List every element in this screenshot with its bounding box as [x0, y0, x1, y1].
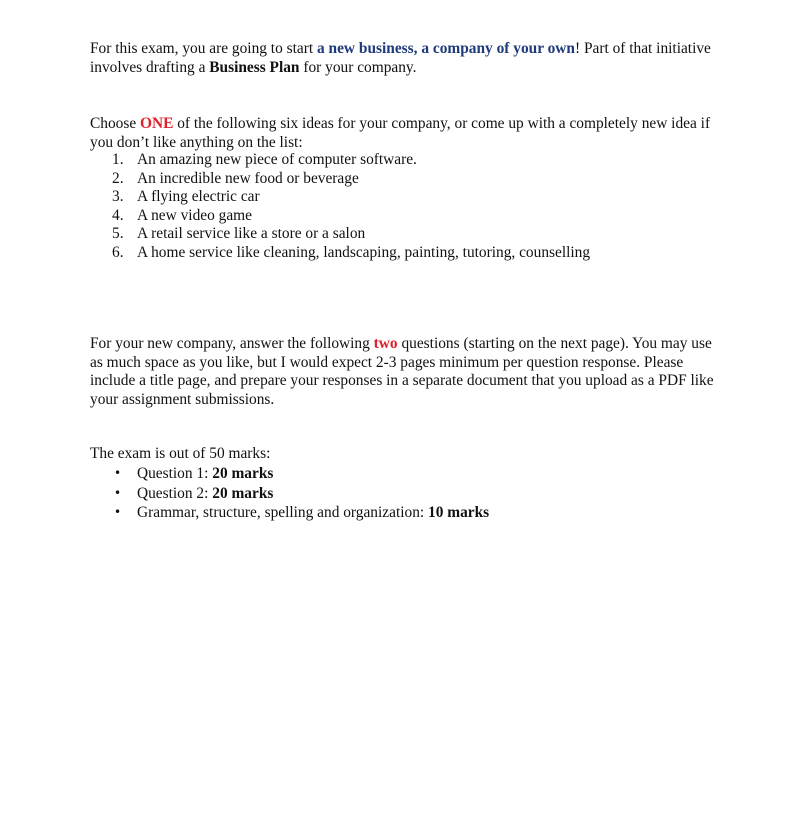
choose-text-1: Choose [90, 115, 141, 132]
intro-text-3: for your company. [299, 58, 417, 76]
list-item-number: 4. [112, 206, 124, 224]
list-item-number: 2. [112, 169, 124, 187]
list-item [112, 225, 590, 244]
list-item-text: A home service like cleaning, landscaping, painting, tutoring, counselling [137, 243, 591, 261]
marks-value: 20 marks [212, 465, 274, 482]
list-item-text: An amazing new piece of computer software. [137, 151, 417, 168]
intro-highlight: a new business, a company of your own [316, 40, 575, 57]
choose-paragraph [90, 115, 720, 152]
list-item [112, 151, 590, 170]
marks-value: 10 marks [428, 504, 490, 522]
marks-list [112, 464, 489, 523]
questions-paragraph [90, 335, 720, 409]
intro-paragraph [90, 40, 720, 77]
list-item [112, 188, 590, 207]
list-item [112, 170, 590, 189]
marks-value: 20 marks [212, 484, 274, 502]
bullet-icon: • [114, 505, 122, 520]
intro-text-2: ! Part of that initiative involves drafting a [90, 40, 711, 76]
list-item-number: 6. [112, 243, 124, 261]
business-plan-bold: Business Plan [209, 58, 300, 76]
list-item-text: A flying electric car [137, 188, 260, 205]
list-item-number: 3. [112, 188, 124, 205]
list-item [112, 484, 489, 504]
list-item-text: A retail service like a store or a salon [137, 225, 366, 242]
list-item-text: A new video game [137, 206, 252, 224]
intro-text-1: For this exam, you are going to start [90, 40, 317, 57]
questions-text-1: For your new company, answer the following [90, 335, 374, 352]
questions-text-2: questions (starting on the next page). You may use as much space as you like, but I would expect 2-3 pages minimum per question response. Please include a title page, and prepare your responses in a separate document that you upload as a PDF like your assignment submissions. [90, 335, 714, 408]
bullet-icon: • [114, 485, 122, 500]
marks-label: Grammar, structure, spelling and organization: [137, 504, 429, 522]
list-item-number: 1. [112, 151, 124, 168]
list-item [112, 244, 590, 263]
questions-two-highlight: two [373, 335, 398, 352]
list-item [112, 464, 489, 484]
list-item [112, 503, 489, 523]
list-item-text: An incredible new food or beverage [137, 169, 359, 187]
marks-label: Question 2: [137, 484, 213, 502]
marks-label: Question 1: [137, 465, 213, 482]
list-item [112, 207, 590, 226]
choose-one-highlight: ONE [140, 115, 174, 132]
marks-intro: The exam is out of 50 marks: [90, 445, 271, 462]
choose-text-2: of the following six ideas for your company, or come up with a completely new idea if you don’t like anything on the list: [90, 115, 711, 151]
ideas-list [112, 151, 590, 262]
list-item-number: 5. [112, 225, 124, 242]
bullet-icon: • [114, 466, 122, 480]
